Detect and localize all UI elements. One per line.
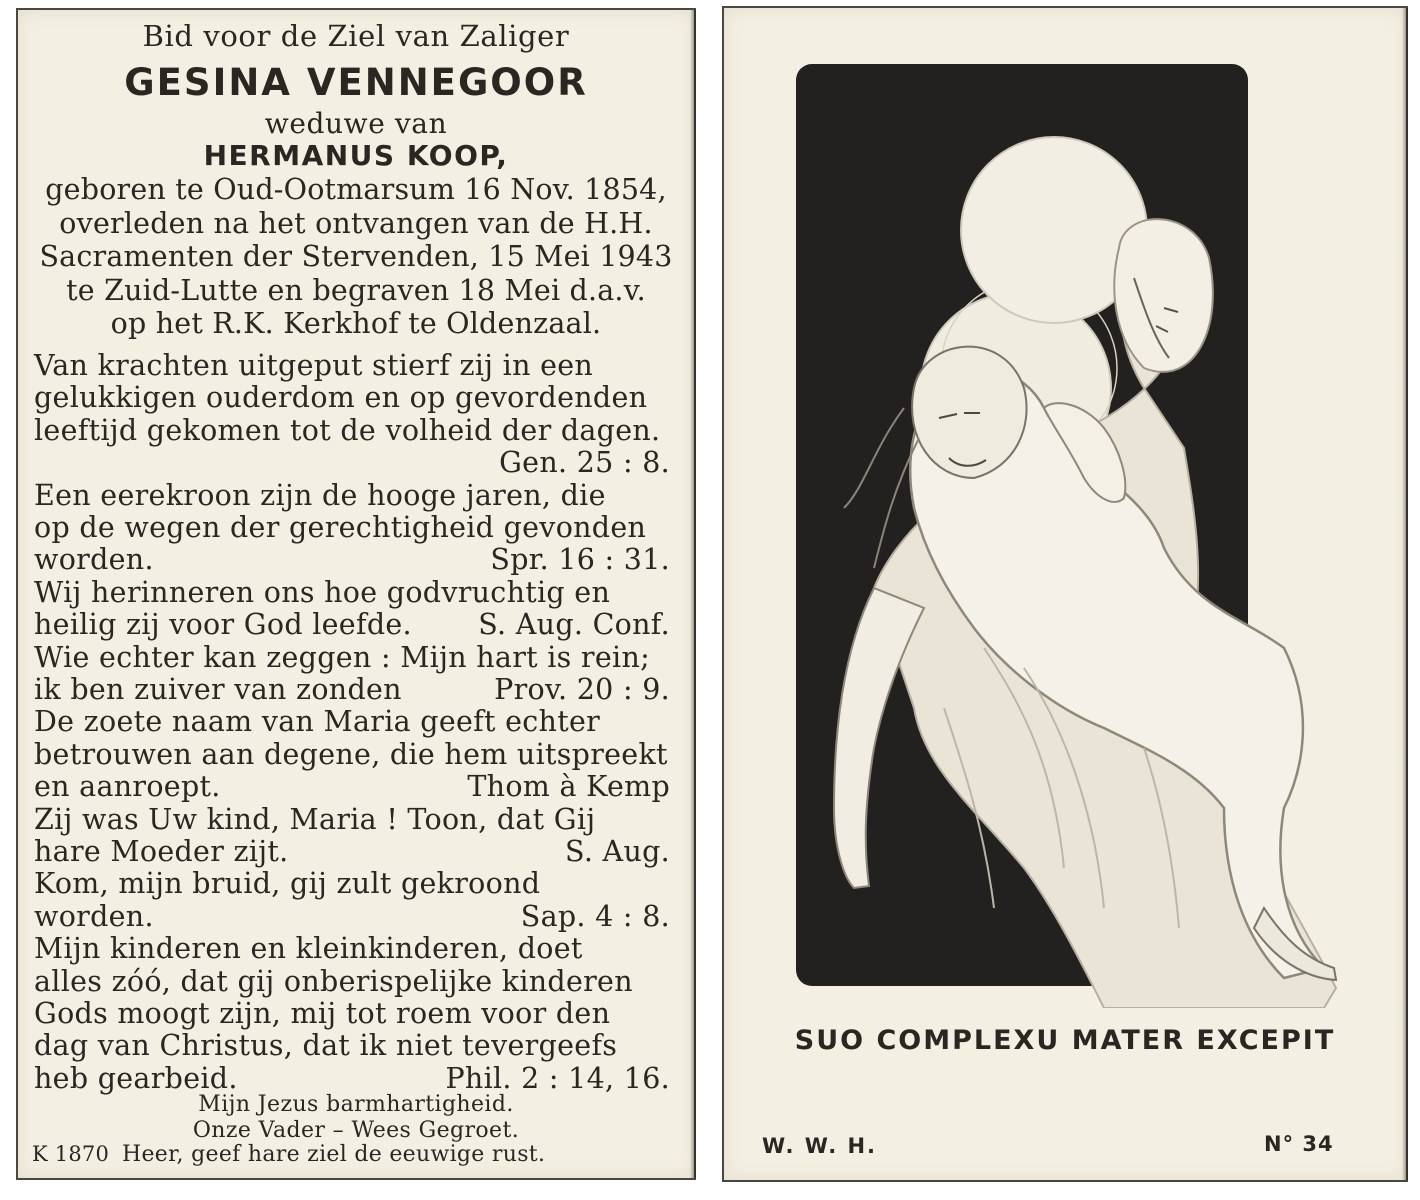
verse-reference: Thom à Kemp bbox=[467, 770, 670, 804]
verse-line bbox=[34, 1029, 670, 1063]
verse-text: heilig zij voor God leefde. bbox=[34, 608, 412, 642]
card-number: N° 34 bbox=[1264, 1132, 1334, 1156]
verse-line bbox=[34, 770, 670, 804]
bio-line: te Zuid-Lutte en begraven 18 Mei d.a.v. bbox=[66, 273, 646, 307]
verse-reference: Spr. 16 : 31. bbox=[490, 543, 670, 577]
verse-text: alles zóó, dat gij onberispelijke kinderen bbox=[34, 964, 633, 998]
verse-line bbox=[34, 1061, 670, 1095]
verse-line bbox=[34, 381, 670, 415]
verse-text: Wij herinneren ons hoe godvruchtig en bbox=[34, 575, 611, 609]
verse-text: dag van Christus, dat ik niet tevergeefs bbox=[34, 1029, 618, 1063]
verse-text: leeftijd gekomen tot de volheid der dagen. bbox=[34, 413, 661, 447]
footer-prayer: Heer, geef hare ziel de eeuwige rust. bbox=[122, 1142, 546, 1167]
verse-line bbox=[34, 705, 670, 739]
bio-line: geboren te Oud-Ootmarsum 16 Nov. 1854, bbox=[45, 173, 667, 206]
relation-text: weduwe van bbox=[264, 107, 448, 140]
verse-text: Van krachten uitgeput stierf zij in een bbox=[34, 349, 594, 382]
verse-text: gelukkigen ouderdom en op gevordenden bbox=[34, 381, 648, 415]
verse-text: De zoete naam van Maria geeft echter bbox=[34, 705, 601, 739]
verse-text: Mijn kinderen en kleinkinderen, doet bbox=[34, 932, 583, 966]
verse-reference: Gen. 25 : 8. bbox=[499, 446, 670, 480]
spouse-name: HERMANUS KOOP, bbox=[203, 139, 509, 172]
christ-arm bbox=[834, 588, 924, 888]
verse-line bbox=[34, 932, 670, 966]
verse-text: betrouwen aan degene, die hem uitspreekt bbox=[34, 737, 668, 771]
verse-text: Gods moogt zijn, mij tot roem voor den bbox=[34, 997, 611, 1030]
verse-line bbox=[34, 737, 670, 771]
verse-text: worden. bbox=[34, 543, 154, 577]
footer-code: K 1870 bbox=[32, 1142, 110, 1166]
verse-text: op de wegen der gerechtigheid gevonden bbox=[34, 511, 647, 544]
verse-text: Kom, mijn bruid, gij zult gekroond bbox=[34, 867, 541, 901]
card-header: Bid voor de Ziel van Zaliger bbox=[142, 19, 570, 53]
verse-line bbox=[34, 640, 670, 674]
verse-line bbox=[34, 997, 670, 1030]
verse-text: Zij was Uw kind, Maria ! Toon, dat Gij bbox=[34, 802, 596, 836]
verse-line bbox=[34, 575, 670, 609]
verse-line bbox=[34, 835, 670, 868]
verse-line bbox=[34, 802, 670, 836]
verse-line bbox=[34, 511, 670, 544]
pieta-illustration bbox=[796, 64, 1248, 986]
publisher-mark: W. W. H. bbox=[762, 1134, 878, 1158]
verse-reference: Prov. 20 : 9. bbox=[494, 673, 670, 706]
pieta-figure-drawing bbox=[724, 8, 1406, 1008]
verse-reference: Sap. 4 : 8. bbox=[520, 899, 670, 933]
verse-text: Wie echter kan zeggen : Mijn hart is rein; bbox=[34, 640, 650, 674]
verse-reference: S. Aug. Conf. bbox=[478, 608, 670, 642]
verse-text: Een eerekroon zijn de hooge jaren, die bbox=[34, 478, 606, 512]
verse-text: heb gearbeid. bbox=[34, 1061, 238, 1095]
verse-text: hare Moeder zijt. bbox=[34, 835, 289, 868]
verse-line bbox=[34, 964, 670, 998]
verse-reference: S. Aug. bbox=[565, 835, 670, 868]
verse-line bbox=[34, 673, 670, 706]
memorial-text-card bbox=[16, 8, 696, 1180]
deceased-name: GESINA VENNEGOOR bbox=[124, 61, 588, 104]
verse-line bbox=[34, 349, 670, 382]
verse-line bbox=[34, 543, 670, 577]
verse-text: en aanroept. bbox=[34, 770, 221, 804]
verse-line bbox=[34, 608, 670, 642]
prayer-line-2: Onze Vader – Wees Gegroet. bbox=[192, 1118, 520, 1143]
verse-text: ik ben zuiver van zonden bbox=[34, 673, 402, 706]
devotional-image-card bbox=[722, 6, 1408, 1182]
verse-line bbox=[34, 413, 670, 447]
verse-line bbox=[34, 867, 670, 901]
verse-line bbox=[34, 478, 670, 512]
bio-line: op het R.K. Kerkhof te Oldenzaal. bbox=[110, 307, 602, 340]
verse-reference: Phil. 2 : 14, 16. bbox=[445, 1061, 670, 1095]
bio-line: Sacramenten der Stervenden, 15 Mei 1943 bbox=[39, 240, 673, 273]
prayer-line-1: Mijn Jezus barmhartigheid. bbox=[198, 1092, 514, 1117]
image-caption: SUO COMPLEXU MATER EXCEPIT bbox=[794, 1025, 1336, 1056]
bio-line: overleden na het ontvangen van de H.H. bbox=[59, 206, 653, 240]
verse-line bbox=[34, 446, 670, 480]
verse-line bbox=[34, 899, 670, 933]
verse-text: worden. bbox=[34, 899, 154, 933]
